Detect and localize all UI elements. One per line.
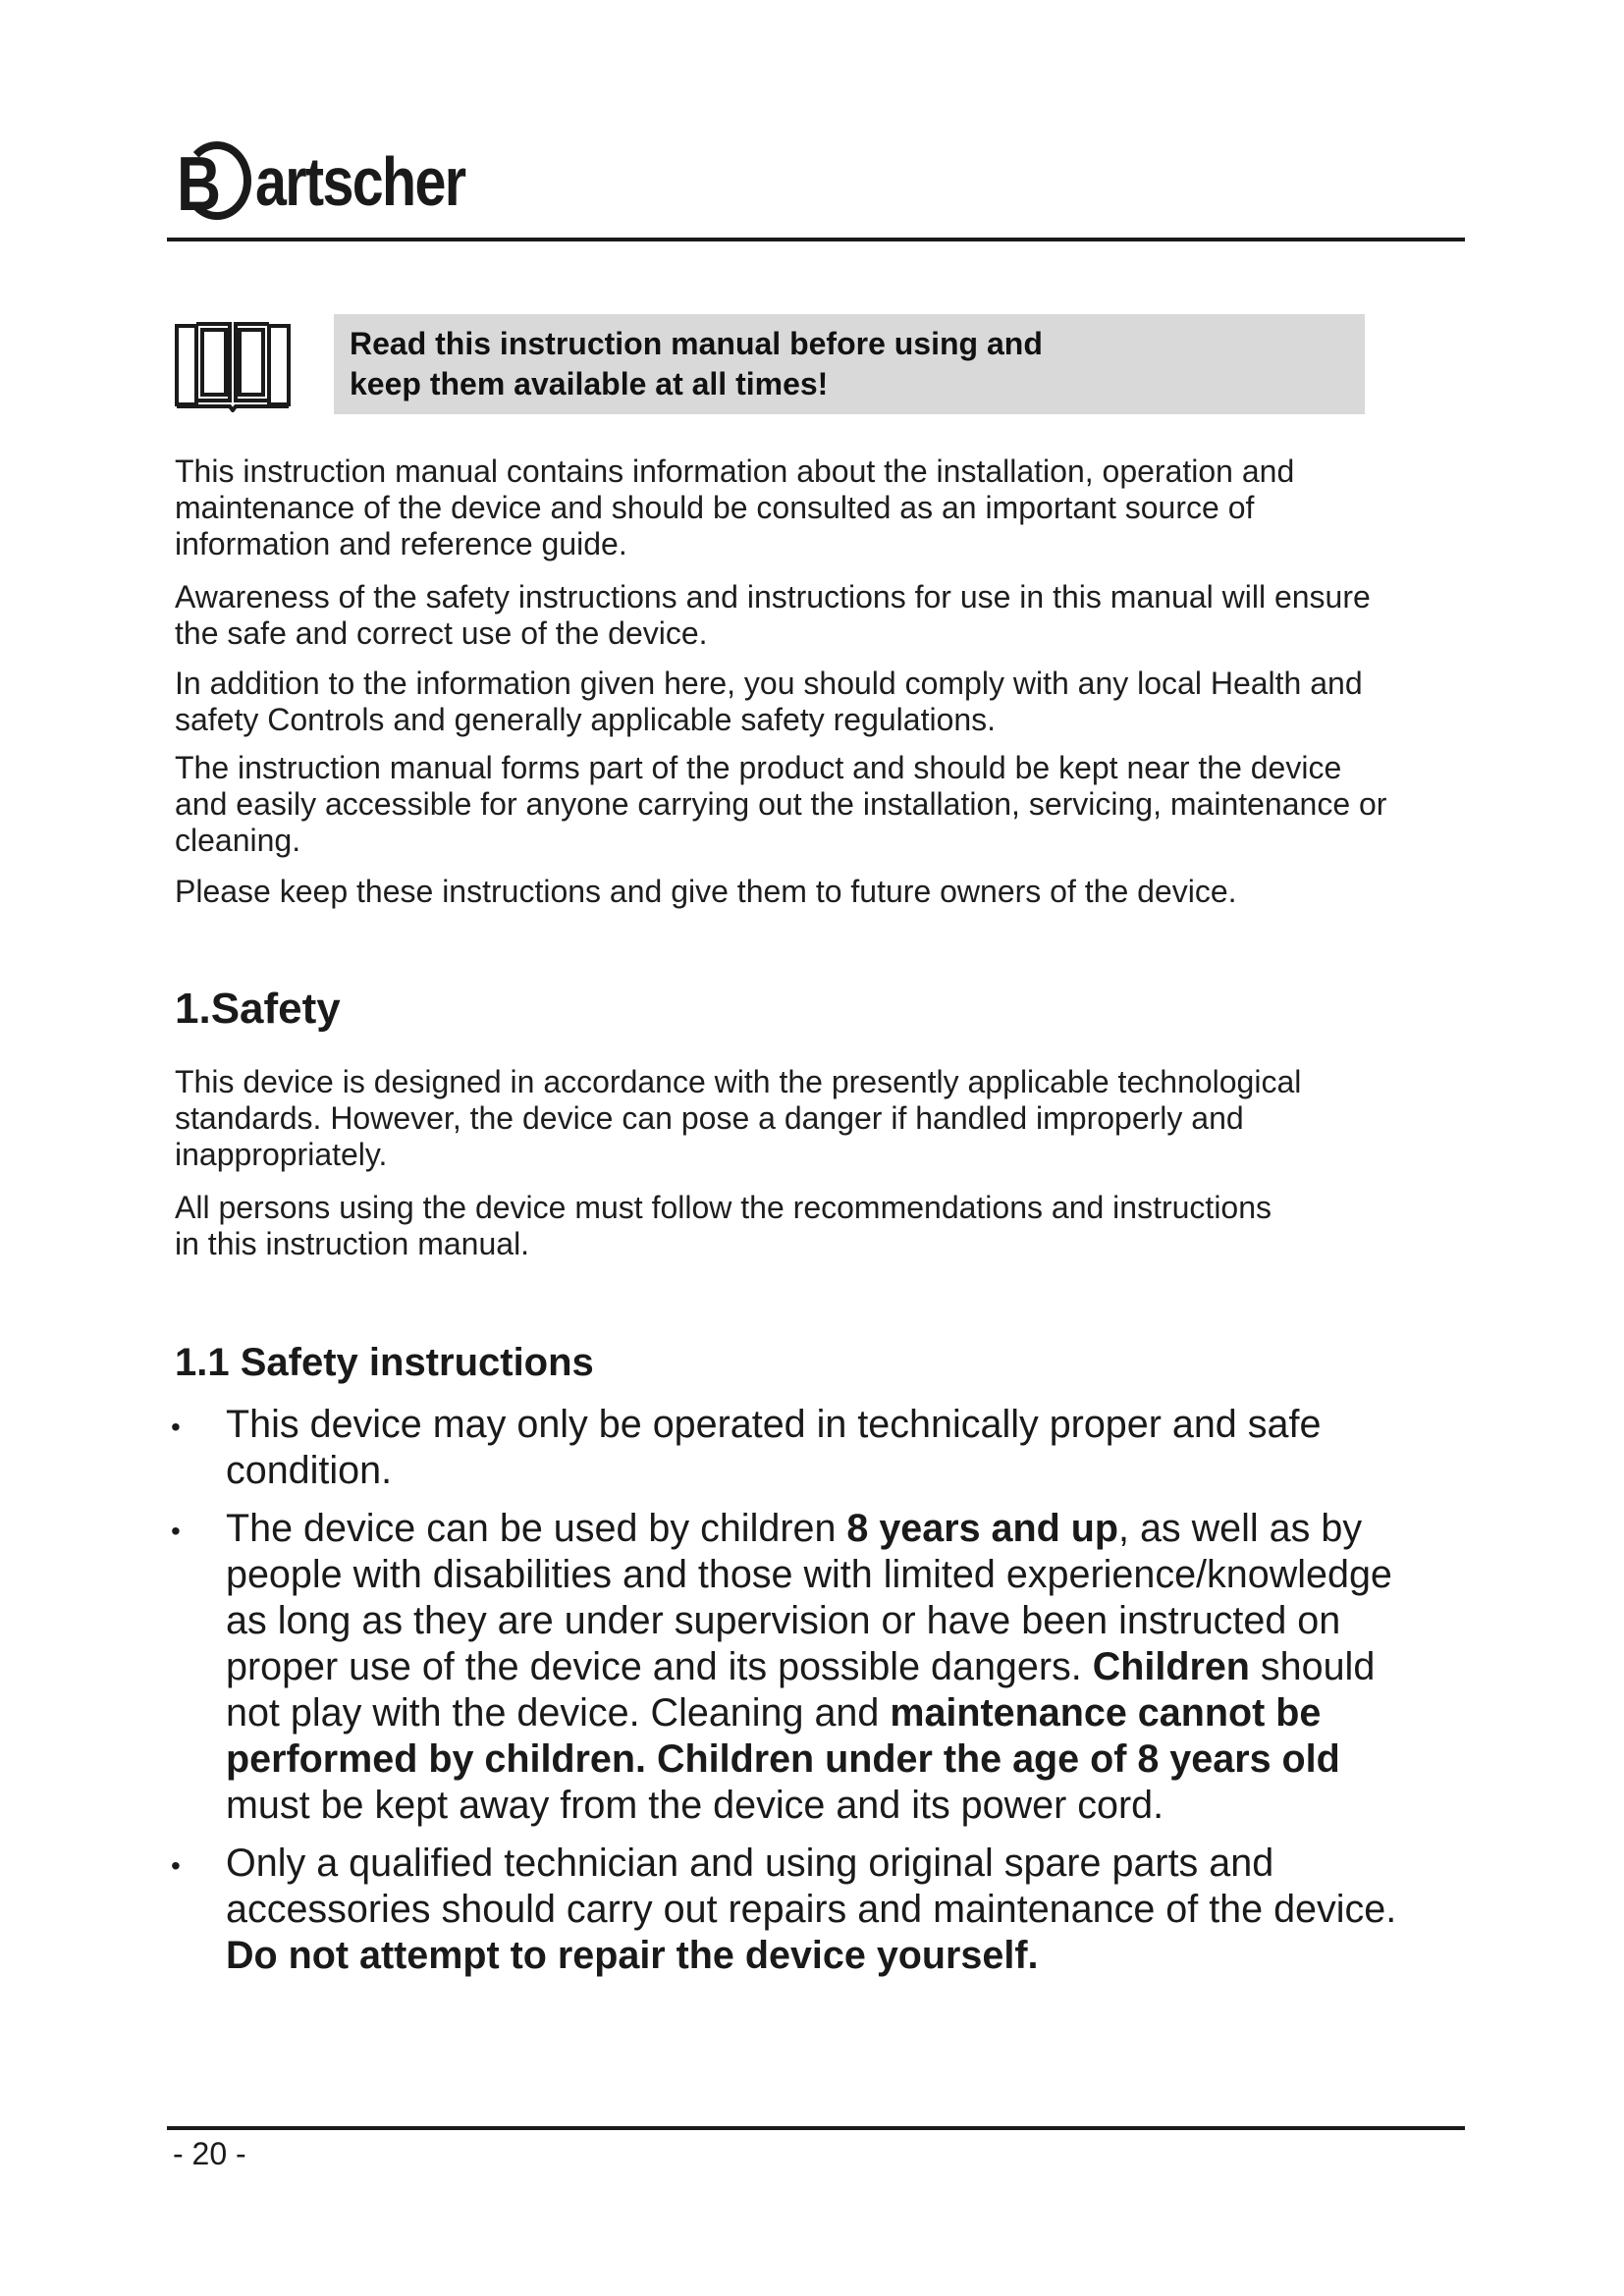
intro-paragraph-1 <box>175 454 1471 562</box>
text-line: This device is designed in accordance with the presently applicable technological <box>175 1064 1302 1099</box>
brand-logo <box>177 137 511 226</box>
emphasis-children: Children <box>1092 1645 1250 1688</box>
text-line: standards. However, the device can pose a danger if handled improperly and <box>175 1100 1244 1136</box>
safety-paragraph-2 <box>175 1190 1471 1262</box>
emphasis-maintenance: maintenance cannot be <box>890 1691 1322 1735</box>
emphasis-line: performed by children. Children under the age of 8 years old <box>226 1737 1340 1781</box>
footer-rule <box>167 2126 1465 2130</box>
text-line: Only a qualified technician and using original spare parts and <box>226 1842 1274 1885</box>
list-item <box>167 1506 1473 1829</box>
text-line: All persons using the device must follow the recommendations and instructions <box>175 1190 1272 1225</box>
text-line: the safe and correct use of the device. <box>175 615 708 651</box>
text-line <box>226 1690 1473 1736</box>
text-line: accessories should carry out repairs and maintenance of the device. <box>226 1888 1397 1931</box>
logo-b-mark <box>177 140 253 227</box>
read-manual-notice <box>334 314 1365 414</box>
logo-text: artscher <box>255 143 465 220</box>
text-line: inappropriately. <box>175 1137 388 1172</box>
text-line: This instruction manual contains information about the installation, operation and <box>175 454 1295 489</box>
text-line: safety Controls and generally applicable safety regulations. <box>175 702 997 737</box>
notice-line-1: Read this instruction manual before using and <box>350 326 1043 361</box>
list-item <box>167 1841 1473 1979</box>
text-line: and easily accessible for anyone carrying out the installation, servicing, maintenance or <box>175 786 1387 822</box>
bullet-marker: • <box>171 1516 181 1546</box>
safety-paragraph-1 <box>175 1064 1471 1173</box>
page-number: - 20 - <box>173 2136 246 2171</box>
logo-initial: B <box>177 140 222 227</box>
notice-line-2: keep them available at all times! <box>350 366 829 401</box>
text-line: Please keep these instructions and give them to future owners of the device. <box>175 874 1237 909</box>
text-line: in this instruction manual. <box>175 1226 530 1261</box>
text-line <box>226 1506 1473 1552</box>
text-line: must be kept away from the device and its power cord. <box>226 1784 1164 1827</box>
text-line: In addition to the information given here, you should comply with any local Health and <box>175 666 1363 701</box>
text-run: , as well as by <box>1118 1507 1363 1550</box>
text-run: not play with the device. Cleaning and <box>226 1691 891 1735</box>
text-line: cleaning. <box>175 823 301 858</box>
book-icon <box>173 316 293 412</box>
text-line: condition. <box>226 1449 393 1492</box>
header-rule <box>167 238 1465 241</box>
text-line: people with disabilities and those with limited experience/knowledge <box>226 1553 1392 1596</box>
emphasis-age: 8 years and up <box>846 1507 1119 1550</box>
text-run: The device can be used by children <box>226 1507 847 1550</box>
text-line: maintenance of the device and should be consulted as an important source of <box>175 490 1255 525</box>
text-line: Awareness of the safety instructions and instructions for use in this manual will ensure <box>175 579 1371 614</box>
intro-paragraph-2 <box>175 579 1471 652</box>
intro-paragraph-3 <box>175 666 1471 738</box>
text-line: information and reference guide. <box>175 526 627 561</box>
text-line: as long as they are under supervision or have been instructed on <box>226 1599 1341 1642</box>
intro-paragraph-4 <box>175 750 1471 859</box>
text-line: The instruction manual forms part of the product and should be kept near the device <box>175 750 1342 785</box>
text-line <box>226 1644 1473 1690</box>
bullet-marker: • <box>171 1412 181 1442</box>
intro-paragraph-5 <box>175 874 1471 910</box>
text-run: should <box>1249 1645 1376 1688</box>
emphasis-line: Do not attempt to repair the device yourself. <box>226 1934 1039 1977</box>
text-line: This device may only be operated in technically proper and safe <box>226 1403 1322 1446</box>
section-heading-safety: 1.Safety <box>175 985 341 1033</box>
safety-instructions-list <box>167 1402 1473 1979</box>
text-run: proper use of the device and its possible dangers. <box>226 1645 1093 1688</box>
list-item <box>167 1402 1473 1494</box>
bullet-marker: • <box>171 1850 181 1881</box>
subsection-heading-safety-instructions: 1.1 Safety instructions <box>175 1341 594 1384</box>
